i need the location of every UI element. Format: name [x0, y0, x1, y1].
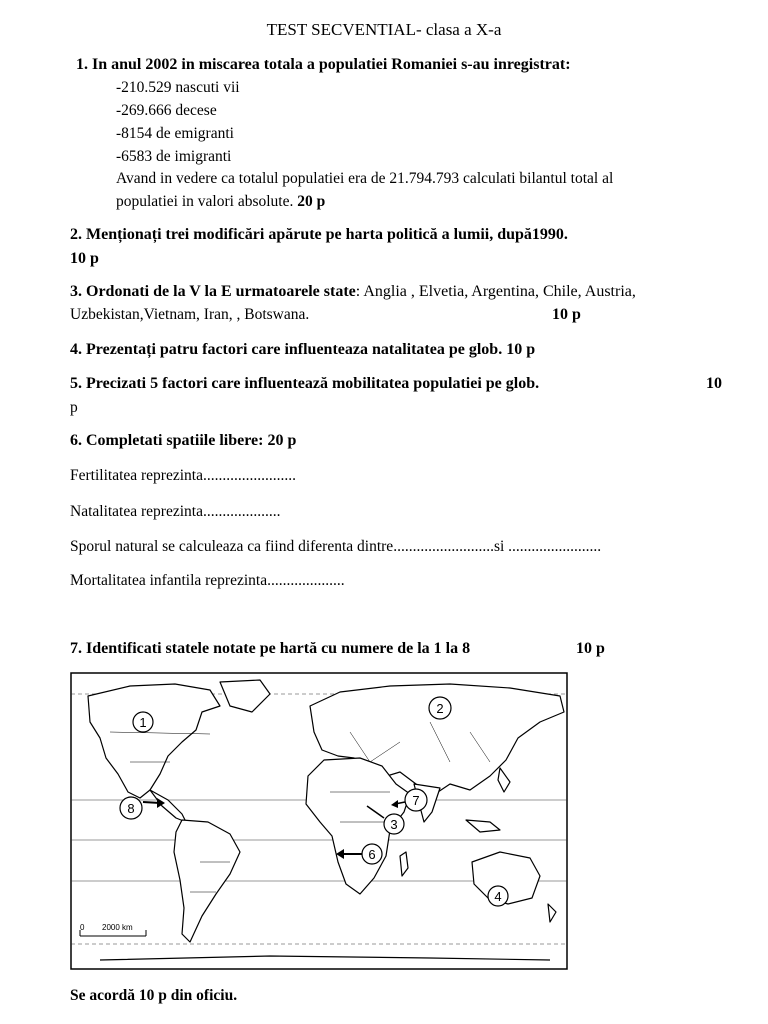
svg-text:6: 6	[368, 847, 376, 862]
q7-text: 7. Identificati statele notate pe hartă cu numere de la 1 la 8	[70, 640, 471, 657]
footer-note: Se acordă 10 p din oficiu.	[70, 987, 238, 1004]
svg-text:1: 1	[139, 715, 147, 730]
q3-points: 10 p	[552, 306, 581, 323]
scale-start: 0	[80, 923, 85, 932]
q1-text-line2	[116, 193, 325, 211]
svg-text:8: 8	[127, 801, 135, 816]
q1-item: -8154 de emigranti	[116, 125, 234, 142]
marker-4	[488, 886, 508, 906]
svg-text:7: 7	[412, 793, 420, 808]
q1-item: -269.666 decese	[116, 102, 217, 119]
q1-points: 20 p	[297, 193, 326, 210]
q2-text: 2. Menționați trei modificări apărute pe harta politică a lumii, după1990.	[70, 226, 568, 243]
q6-fill-line: Fertilitatea reprezinta........................	[70, 467, 296, 484]
q6-fill-line: Sporul natural se calculeaza ca fiind diferenta dintre..........................si ........................	[70, 538, 602, 555]
q1-item: -210.529 nascuti vii	[116, 79, 240, 96]
q1-item: -6583 de imigranti	[116, 148, 232, 165]
svg-text:3: 3	[390, 817, 398, 832]
svg-text:2: 2	[436, 701, 444, 716]
q3-list-line1: : Anglia , Elvetia, Argentina, Chile, Austria,	[355, 283, 636, 300]
q6-fill-line: Mortalitatea infantila reprezinta....................	[70, 572, 345, 589]
q6-heading: 6. Completati spatiile libere: 20 p	[70, 432, 297, 449]
world-map	[70, 672, 568, 970]
marker-2	[429, 697, 451, 719]
q7-points: 10 p	[576, 640, 605, 657]
page-title: TEST SECVENTIAL- clasa a X-a	[266, 20, 502, 39]
q4-text: 4. Prezentați patru factori care influenteaza natalitatea pe glob. 10 p	[70, 341, 536, 358]
q6-fill-line: Natalitatea reprezinta....................	[70, 503, 281, 520]
q5-points-unit: p	[70, 399, 78, 416]
marker-1	[133, 712, 153, 732]
q2-points: 10 p	[70, 250, 99, 267]
q1-text-line1: Avand in vedere ca totalul populatiei era de 21.794.793 calculati bilantul total al	[116, 170, 614, 187]
scale-label: 2000 km	[102, 923, 133, 932]
q3-list-line2: Uzbekistan,Vietnam, Iran, , Botswana.	[70, 306, 310, 323]
q3-line1	[70, 283, 636, 301]
q1-text-line2-text: populatiei in valori absolute.	[116, 193, 294, 210]
q1-heading: 1. In anul 2002 in miscarea totala a populatiei Romaniei s-au inregistrat:	[76, 56, 571, 73]
q5-text: 5. Precizati 5 factori care influentează mobilitatea populatiei pe glob.	[70, 375, 540, 392]
svg-text:4: 4	[494, 889, 502, 904]
q5-points: 10	[706, 375, 722, 392]
q3-label: 3. Ordonati de la V la E urmatoarele state	[70, 283, 356, 300]
